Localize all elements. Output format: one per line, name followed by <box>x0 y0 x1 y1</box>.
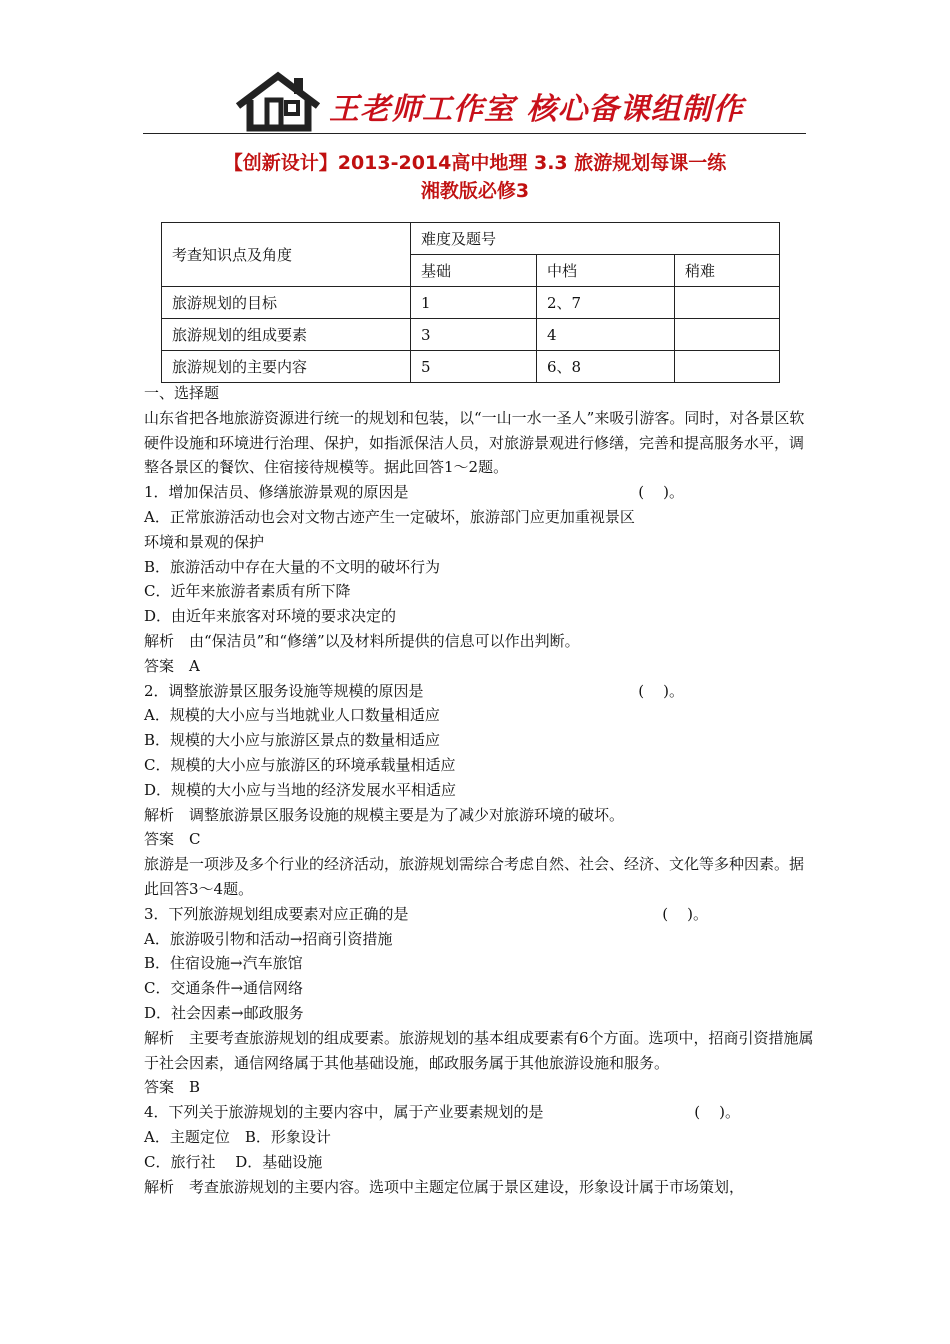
option: B．规模的大小应与旅游区景点的数量相适应 <box>144 731 441 750</box>
option: D．社会因素→邮政服务 <box>144 1003 304 1022</box>
intro-paragraph: 旅游是一项涉及多个行业的经济活动，旅游规划需综合考虑自然、社会、经济、文化等多种因素。据此回答3～4题。 <box>144 855 805 898</box>
option: C．近年来旅游者素质有所下降 <box>144 582 351 601</box>
question-stem: 4．下列关于旅游规划的主要内容中，属于产业要素规划的是 <box>144 1103 544 1122</box>
table-cell: 6、8 <box>537 351 675 383</box>
explanation: 解析 调整旅游景区服务设施的规模主要是为了减少对旅游环境的破坏。 <box>144 805 625 824</box>
table-subheader: 中档 <box>537 255 675 287</box>
document-body <box>144 381 814 1199</box>
answer: 答案 B <box>144 1078 201 1097</box>
table-cell: 旅游规划的组成要素 <box>162 319 411 351</box>
question-stem: 3．下列旅游规划组成要素对应正确的是 <box>144 904 409 923</box>
option: B．旅游活动中存在大量的不文明的破坏行为 <box>144 557 441 576</box>
option: A．主题定位 B．形象设计 <box>144 1127 331 1146</box>
table-row <box>162 287 780 319</box>
answer-paren: ( )。 <box>638 681 684 700</box>
section-heading: 一、选择题 <box>144 384 220 402</box>
option: A．旅游吸引物和活动→招商引资措施 <box>144 929 393 948</box>
table-row <box>162 319 780 351</box>
page-title: 【创新设计】2013-2014高中地理 3.3 旅游规划每课一练 <box>223 152 727 174</box>
option: A．正常旅游活动也会对文物古迹产生一定破坏，旅游部门应更加重视景区 <box>144 507 635 526</box>
option: D．由近年来旅客对环境的要求决定的 <box>144 607 397 626</box>
question-1 <box>144 480 814 505</box>
difficulty-table <box>161 222 780 383</box>
answer: 答案 C <box>144 830 201 849</box>
question-stem: 2．调整旅游景区服务设施等规模的原因是 <box>144 681 424 700</box>
header-logo <box>234 70 744 134</box>
question-4 <box>144 1100 814 1125</box>
question-3 <box>144 902 814 927</box>
table-cell: 5 <box>411 351 537 383</box>
intro-paragraph: 山东省把各地旅游资源进行统一的规划和包装，以“一山一水一圣人”来吸引游客。同时，对各景区软硬件设施和环境进行治理、保护，如指派保洁人员，对旅游景观进行修缮，完善和提高服务水平，调整各景区的餐饮、住宿接待规模等。据此回答1～2题。 <box>144 408 805 477</box>
table-cell <box>675 351 780 383</box>
answer-paren: ( )。 <box>638 483 684 502</box>
option: C．规模的大小应与旅游区的环境承载量相适应 <box>144 755 456 774</box>
house-icon <box>234 70 324 134</box>
table-cell: 旅游规划的主要内容 <box>162 351 411 383</box>
option: B．住宿设施→汽车旅馆 <box>144 954 303 973</box>
answer-paren: ( )。 <box>662 904 708 923</box>
table-cell: 旅游规划的目标 <box>162 287 411 319</box>
answer-paren: ( )。 <box>694 1103 740 1122</box>
option: 环境和景观的保护 <box>144 532 265 551</box>
explanation: 解析 考查旅游规划的主要内容。选项中主题定位属于景区建设，形象设计属于市场策划， <box>144 1177 745 1196</box>
logo-text: 王老师工作室 核心备课组制作 <box>329 92 744 127</box>
explanation: 解析 主要考查旅游规划的组成要素。旅游规划的基本组成要素有6个方面。选项中，招商引资措施属于社会因素，通信网络属于其他基础设施，邮政服务属于其他旅游设施和服务。 <box>144 1028 814 1072</box>
table-cell: 4 <box>537 319 675 351</box>
option: C．旅行社 D．基础设施 <box>144 1152 323 1171</box>
option: C．交通条件→通信网络 <box>144 979 304 998</box>
table-header-topic: 考查知识点及角度 <box>162 223 411 287</box>
table-cell: 3 <box>411 319 537 351</box>
table-subheader: 基础 <box>411 255 537 287</box>
table-cell <box>675 287 780 319</box>
table-header-difficulty: 难度及题号 <box>411 223 780 255</box>
page-subtitle: 湘教版必修3 <box>420 180 530 202</box>
table-cell: 1 <box>411 287 537 319</box>
header-divider <box>143 133 806 134</box>
table-subheader: 稍难 <box>675 255 780 287</box>
question-2 <box>144 679 814 704</box>
table-cell <box>675 319 780 351</box>
question-stem: 1．增加保洁员、修缮旅游景观的原因是 <box>144 483 409 502</box>
explanation: 解析 由“保洁员”和“修缮”以及材料所提供的信息可以作出判断。 <box>144 631 580 650</box>
option: D．规模的大小应与当地的经济发展水平相适应 <box>144 780 457 799</box>
table-cell: 2、7 <box>537 287 675 319</box>
answer: 答案 A <box>144 656 200 675</box>
table-row <box>162 351 780 383</box>
option: A．规模的大小应与当地就业人口数量相适应 <box>144 706 440 725</box>
